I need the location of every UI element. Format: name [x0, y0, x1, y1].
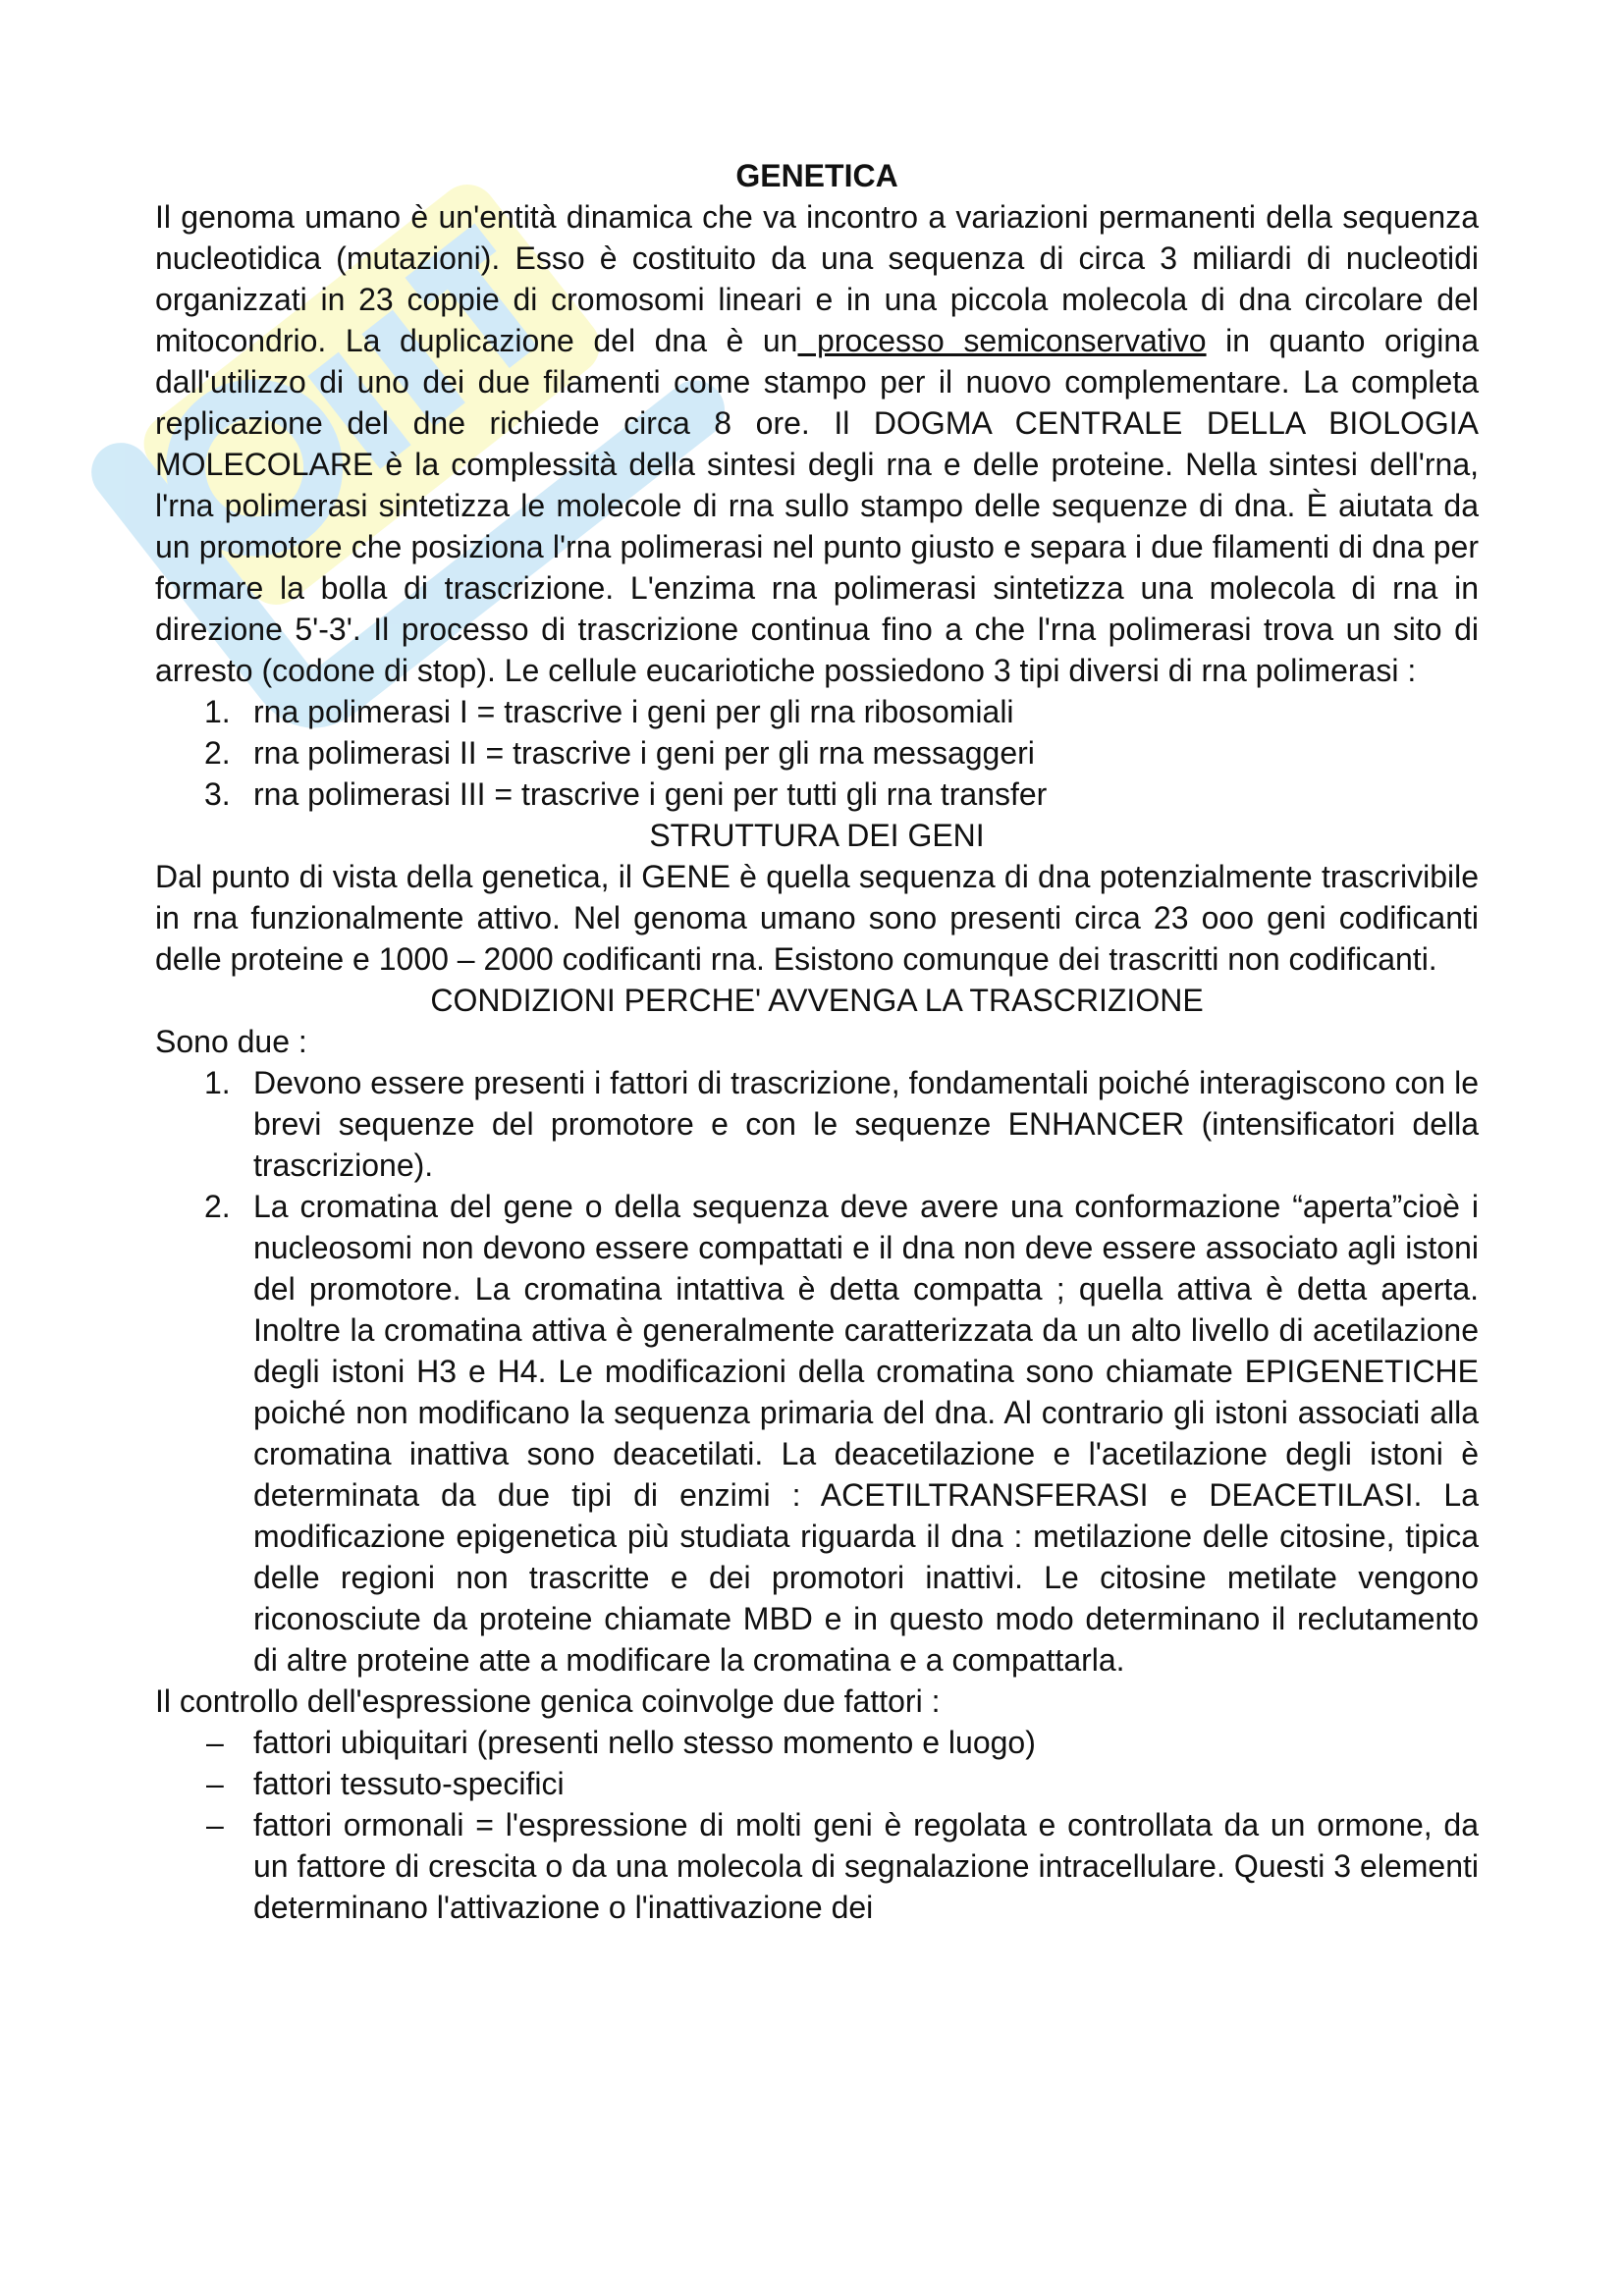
document-page: [155, 155, 1479, 1928]
conditions-list: [155, 1062, 1479, 1681]
list-item-text: rna polimerasi I = trascrive i geni per gli rna ribosomiali: [253, 694, 1014, 729]
intro-text-part1: Il genoma umano è un'entità dinamica che va incontro a variazioni permanenti della sequenza nucleotidica (mutazioni). Esso è costituito da una sequenza di circa 3 miliardi di nucleotidi organizzati in 23 coppie di cromosomi lineari e in una piccola molecola di dna circolare del mitocondrio. La duplicazione del dna è un: [155, 199, 1479, 358]
conditions-intro: Sono due :: [155, 1024, 307, 1059]
list-item-text: rna polimerasi II = trascrive i geni per gli rna messaggeri: [253, 735, 1035, 771]
list-item: [155, 1186, 1479, 1681]
list-item: [155, 732, 1479, 774]
underlined-term: processo semiconservativo: [797, 323, 1207, 358]
document-title: GENETICA: [735, 158, 898, 193]
control-intro: Il controllo dell'espressione genica coinvolge due fattori :: [155, 1683, 941, 1719]
list-number: 2.: [204, 1189, 231, 1224]
section-heading-structure: STRUTTURA DEI GENI: [649, 818, 985, 853]
list-dash: –: [206, 1766, 224, 1801]
list-item-text: La cromatina del gene o della sequenza deve avere una conformazione “aperta”cioè i nucleosomi non devono essere compattati e il dna non deve essere associato agli istoni del promotore. La cromatina intattiva è detta compatta ; quella attiva è detta aperta. Inoltre la cromatina attiva è generalmente caratterizzata da un alto livello di acetilazione degli istoni H3 e H4. Le modificazioni della cromatina sono chiamate EPIGENETICHE poiché non modificano la sequenza primaria del dna. Al contrario gli istoni associati alla cromatina inattiva sono deacetilati. La deacetilazione e l'acetilazione degli istoni è determinata da due tipi di enzimi : ACETILTRANSFERASI e DEACETILASI. La modificazione epigenetica più studiata riguarda il dna : metilazione delle citosine, tipica delle regioni non trascritte e dei promotori inattivi. Le citosine metilate vengono riconosciute da proteine chiamate MBD e in questo modo determinano il reclutamento di altre proteine atte a modificare la cromatina e a compattarla.: [253, 1189, 1479, 1678]
list-item: [155, 774, 1479, 815]
list-dash: –: [206, 1807, 224, 1842]
polymerase-list: [155, 691, 1479, 815]
list-item-text: fattori ormonali = l'espressione di molti geni è regolata e controllata da un ormone, da un fattore di crescita o da una molecola di segnalazione intracellulare. Questi 3 elementi determinano l'attivazione o l'inattivazione dei: [253, 1807, 1479, 1925]
list-item: [155, 1062, 1479, 1186]
list-number: 1.: [204, 694, 231, 729]
structure-paragraph: Dal punto di vista della genetica, il GENE è quella sequenza di dna potenzialmente trascrivibile in rna funzionalmente attivo. Nel genoma umano sono presenti circa 23 ooo geni codificanti delle proteine e 1000 – 2000 codificanti rna. Esistono comunque dei trascritti non codificanti.: [155, 859, 1479, 977]
section-heading-conditions: CONDIZIONI PERCHE' AVVENGA LA TRASCRIZIONE: [430, 983, 1204, 1018]
list-item: [155, 1804, 1479, 1928]
list-number: 3.: [204, 776, 231, 812]
list-item: [155, 1763, 1479, 1804]
list-item-text: rna polimerasi III = trascrive i geni per tutti gli rna transfer: [253, 776, 1048, 812]
list-number: 2.: [204, 735, 231, 771]
factors-list: [155, 1722, 1479, 1928]
list-item-text: fattori tessuto-specifici: [253, 1766, 565, 1801]
list-item-text: fattori ubiquitari (presenti nello stesso momento e luogo): [253, 1725, 1036, 1760]
intro-paragraph: [155, 196, 1479, 691]
list-item: [155, 1722, 1479, 1763]
intro-text-part2: in quanto origina dall'utilizzo di uno dei due filamenti come stampo per il nuovo complementare. La completa replicazione del dne richiede circa 8 ore. Il DOGMA CENTRALE DELLA BIOLOGIA MOLECOLARE è la complessità della sintesi degli rna e delle proteine. Nella sintesi dell'rna, l'rna polimerasi sintetizza le molecole di rna sullo stampo delle sequenze di dna. È aiutata da un promotore che posiziona l'rna polimerasi nel punto giusto e separa i due filamenti di dna per formare la bolla di trascrizione. L'enzima rna polimerasi sintetizza una molecola di rna in direzione 5'-3'. Il processo di trascrizione continua fino a che l'rna polimerasi trova un sito di arresto (codone di stop). Le cellule eucariotiche possiedono 3 tipi diversi di rna polimerasi :: [155, 323, 1480, 688]
list-number: 1.: [204, 1065, 231, 1100]
list-item-text: Devono essere presenti i fattori di trascrizione, fondamentali poiché interagiscono con le brevi sequenze del promotore e con le sequenze ENHANCER (intensificatori della trascrizione).: [253, 1065, 1479, 1183]
list-item: [155, 691, 1479, 732]
list-dash: –: [206, 1725, 224, 1760]
